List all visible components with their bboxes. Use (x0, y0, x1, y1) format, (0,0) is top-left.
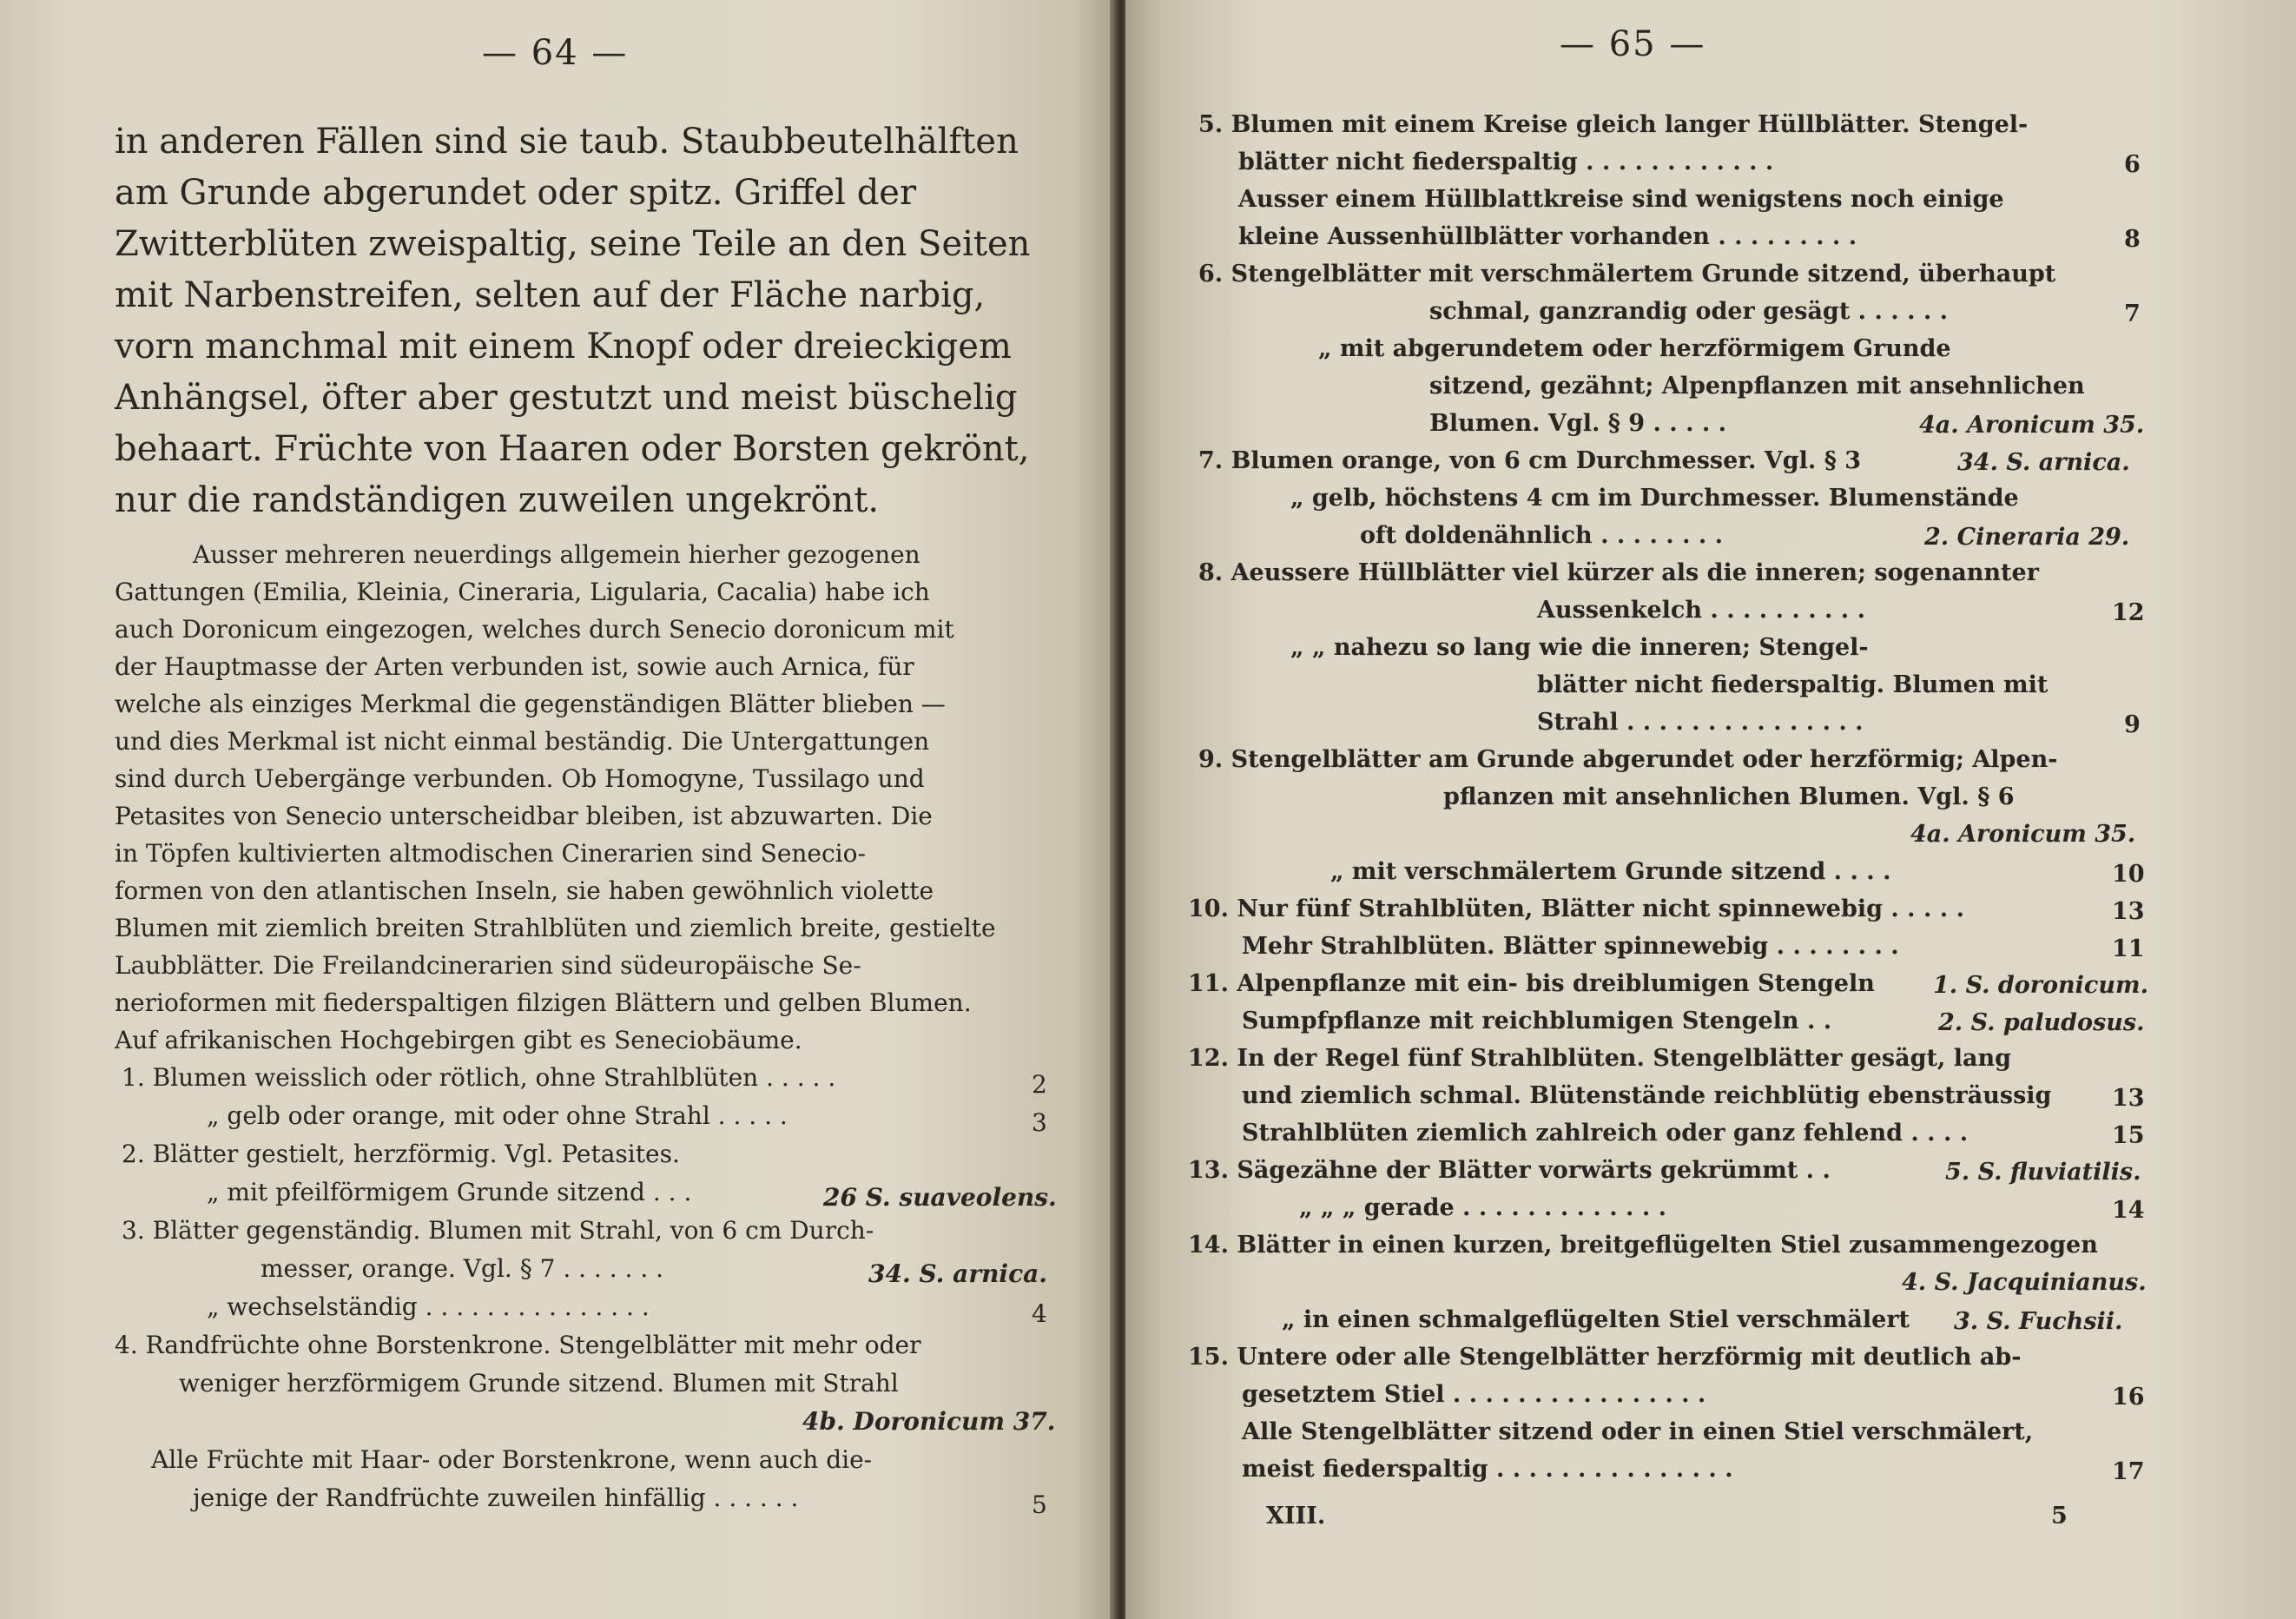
key-line: meist fiederspaltig . . . . . . . . . . . . . . . (1242, 1456, 1733, 1483)
key-line: „ mit pfeilförmigem Grunde sitzend . . . (207, 1178, 692, 1206)
key-line: 12. In der Regel fünf Strahlblüten. Stengelblätter gesägt, lang (1188, 1045, 2011, 1072)
key-line: Sumpfpflanze mit reichblumigen Stengeln . . (1242, 1008, 1832, 1034)
key-line: 5. Blumen mit einem Kreise gleich langer Hüllblätter. Stengel- (1198, 111, 2029, 138)
key-line: Ausser einem Hüllblattkreise sind wenigstens noch einige (1238, 186, 2004, 213)
key-number: 9 (2124, 711, 2141, 738)
body-line: vorn manchmal mit einem Knopf oder dreieckigem (115, 327, 1012, 367)
key-line: und ziemlich schmal. Blütenstände reichblütig ebensträussig (1242, 1082, 2052, 1109)
key-line: Mehr Strahlblüten. Blätter spinnewebig . . . . . . . . (1242, 933, 1899, 960)
note-line: in Töpfen kultivierten altmodischen Cinerarien sind Senecio- (115, 839, 866, 868)
key-number: 5 (1032, 1490, 1047, 1519)
key-line: 4. Randfrüchte ohne Borstenkrone. Stengelblätter mit mehr oder (115, 1331, 921, 1359)
key-line: 14. Blätter in einen kurzen, breitgeflügelten Stiel zusammengezogen (1188, 1232, 2098, 1259)
key-number: 3 (1032, 1108, 1047, 1137)
key-line: blätter nicht fiederspaltig . . . . . . . . . . . . (1238, 149, 1774, 175)
key-reference: 4a. Aronicum 35. (1910, 821, 2136, 848)
key-line: gesetztem Stiel . . . . . . . . . . . . . . . . (1242, 1381, 1706, 1408)
key-line: 9. Stengelblätter am Grunde abgerundet oder herzförmig; Alpen- (1198, 746, 2058, 773)
key-number: 15 (2112, 1122, 2145, 1149)
key-number: 10 (2112, 861, 2145, 888)
body-line: am Grunde abgerundet oder spitz. Griffel der (115, 173, 917, 213)
key-line: Alle Stengelblätter sitzend oder in einen Stiel verschmälert, (1242, 1418, 2034, 1445)
key-number: 7 (2124, 301, 2141, 327)
note-line: Laubblätter. Die Freilandcinerarien sind südeuropäische Se- (115, 951, 861, 980)
note-line: auch Doronicum eingezogen, welches durch Senecio doronicum mit (115, 615, 954, 644)
note-line: Blumen mit ziemlich breiten Strahlblüten und ziemlich breite, gestielte (115, 914, 996, 942)
key-number: 4 (1032, 1299, 1047, 1328)
note-line: Ausser mehreren neuerdings allgemein hierher gezogenen (193, 540, 920, 569)
key-line: weniger herzförmigem Grunde sitzend. Blumen mit Strahl (179, 1369, 899, 1398)
note-line: formen von den atlantischen Inseln, sie haben gewöhnlich violette (115, 876, 934, 905)
key-line: „ mit abgerundetem oder herzförmigem Grunde (1318, 335, 1951, 362)
key-reference: 26 S. suaveolens. (823, 1183, 1057, 1212)
key-line: 8. Aeussere Hüllblätter viel kürzer als die inneren; sogenannter (1198, 559, 2039, 586)
body-line: behaart. Früchte von Haaren oder Borsten gekrönt, (115, 429, 1030, 469)
key-line: 10. Nur fünf Strahlblüten, Blätter nicht spinnewebig . . . . . (1188, 895, 1964, 922)
key-line: „ „ nahezu so lang wie die inneren; Stengel- (1290, 634, 1869, 661)
body-line: Anhängsel, öfter aber gestutzt und meist büschelig (115, 378, 1018, 418)
page-number: — 65 — (1560, 24, 1706, 64)
key-line: messer, orange. Vgl. § 7 . . . . . . . (261, 1254, 664, 1283)
key-line: „ gelb, höchstens 4 cm im Durchmesser. Blumenstände (1290, 485, 2019, 512)
note-line: und dies Merkmal ist nicht einmal beständig. Die Untergattungen (115, 727, 930, 756)
key-reference: 4. S. Jacquinianus. (1902, 1269, 2147, 1296)
key-line: 3. Blätter gegenständig. Blumen mit Strahl, von 6 cm Durch- (122, 1216, 874, 1245)
note-line: sind durch Uebergänge verbunden. Ob Homogyne, Tussilago und (115, 764, 925, 793)
key-line: Strahl . . . . . . . . . . . . . . . (1537, 709, 1864, 736)
key-line: Alle Früchte mit Haar- oder Borstenkrone, wenn auch die- (151, 1445, 873, 1474)
key-line: blätter nicht fiederspaltig. Blumen mit (1537, 671, 2049, 698)
key-line: 2. Blätter gestielt, herzförmig. Vgl. Petasites. (122, 1140, 680, 1168)
key-reference: 4a. Aronicum 35. (1919, 412, 2145, 439)
key-line: pflanzen mit ansehnlichen Blumen. Vgl. § 6 (1443, 783, 2015, 810)
signature-number: 5 (2051, 1503, 2068, 1530)
key-reference: 2. S. paludosus. (1938, 1009, 2145, 1036)
key-number: 14 (2112, 1197, 2145, 1224)
note-line: welche als einziges Merkmal die gegenständigen Blätter blieben — (115, 690, 946, 718)
key-line: 13. Sägezähne der Blätter vorwärts gekrümmt . . (1188, 1157, 1831, 1184)
key-number: 13 (2112, 898, 2145, 925)
key-reference: 34. S. arnica. (1957, 449, 2130, 476)
key-line: „ mit verschmälertem Grunde sitzend . . . . (1330, 858, 1891, 885)
key-line: oft doldenähnlich . . . . . . . . (1360, 522, 1724, 549)
key-number: 16 (2112, 1384, 2145, 1411)
key-number: 17 (2112, 1458, 2145, 1485)
key-reference: 3. S. Fuchsii. (1954, 1308, 2123, 1335)
key-reference: 2. Cineraria 29. (1924, 524, 2130, 551)
key-line: „ gelb oder orange, mit oder ohne Strahl . . . . . (207, 1101, 788, 1130)
key-line: Strahlblüten ziemlich zahlreich oder ganz fehlend . . . . (1242, 1120, 1969, 1147)
key-line: kleine Aussenhüllblätter vorhanden . . . . . . . . . (1238, 223, 1857, 250)
key-number: 13 (2112, 1085, 2145, 1112)
left-page (0, 0, 1118, 1619)
body-line: nur die randständigen zuweilen ungekrönt. (115, 480, 880, 520)
key-reference: 1. S. doronicum. (1933, 972, 2148, 999)
key-reference: 34. S. arnica. (868, 1259, 1048, 1288)
key-line: 7. Blumen orange, von 6 cm Durchmesser. Vgl. § 3 (1198, 447, 1862, 474)
note-line: Petasites von Senecio unterscheidbar bleiben, ist abzuwarten. Die (115, 802, 933, 830)
key-reference: 4b. Doronicum 37. (802, 1407, 1056, 1436)
page-number: — 64 — (482, 33, 629, 73)
key-line: 15. Untere oder alle Stengelblätter herzförmig mit deutlich ab- (1188, 1344, 2022, 1371)
key-number: 11 (2112, 935, 2145, 962)
body-line: Zwitterblüten zweispaltig, seine Teile an den Seiten (115, 224, 1031, 264)
key-line: 6. Stengelblätter mit verschmälertem Grunde sitzend, überhaupt (1198, 261, 2056, 287)
note-line: nerioformen mit fiederspaltigen filzigen Blättern und gelben Blumen. (115, 988, 972, 1017)
key-line: jenige der Randfrüchte zuweilen hinfällig . . . . . . (193, 1484, 799, 1512)
key-number: 12 (2112, 599, 2145, 626)
body-line: in anderen Fällen sind sie taub. Staubbeutelhälften (115, 122, 1019, 162)
key-number: 6 (2124, 151, 2141, 178)
key-line: 1. Blumen weisslich oder rötlich, ohne Strahlblüten . . . . . (122, 1063, 836, 1092)
key-line: 11. Alpenpflanze mit ein- bis dreiblumigen Stengeln (1188, 970, 1875, 997)
right-page (1125, 0, 2296, 1619)
note-line: Auf afrikanischen Hochgebirgen gibt es Seneciobäume. (115, 1026, 802, 1054)
key-line: sitzend, gezähnt; Alpenpflanzen mit ansehnlichen (1429, 373, 2085, 400)
note-line: Gattungen (Emilia, Kleinia, Cineraria, Ligularia, Cacalia) habe ich (115, 578, 930, 606)
key-reference: 5. S. fluviatilis. (1945, 1159, 2141, 1186)
key-line: Blumen. Vgl. § 9 . . . . . (1429, 410, 1727, 437)
key-line: „ „ „ gerade . . . . . . . . . . . . . (1299, 1194, 1667, 1221)
key-number: 8 (2124, 226, 2141, 253)
key-number: 2 (1032, 1070, 1047, 1099)
key-line: „ wechselständig . . . . . . . . . . . . . . . (207, 1292, 650, 1321)
note-line: der Hauptmasse der Arten verbunden ist, sowie auch Arnica, für (115, 652, 914, 681)
body-line: mit Narbenstreifen, selten auf der Fläche narbig, (115, 275, 986, 315)
signature-mark: XIII. (1266, 1503, 1326, 1530)
key-line: schmal, ganzrandig oder gesägt . . . . . . (1429, 298, 1949, 325)
key-line: „ in einen schmalgeflügelten Stiel verschmälert (1282, 1306, 1910, 1333)
key-line: Aussenkelch . . . . . . . . . . (1537, 597, 1865, 624)
